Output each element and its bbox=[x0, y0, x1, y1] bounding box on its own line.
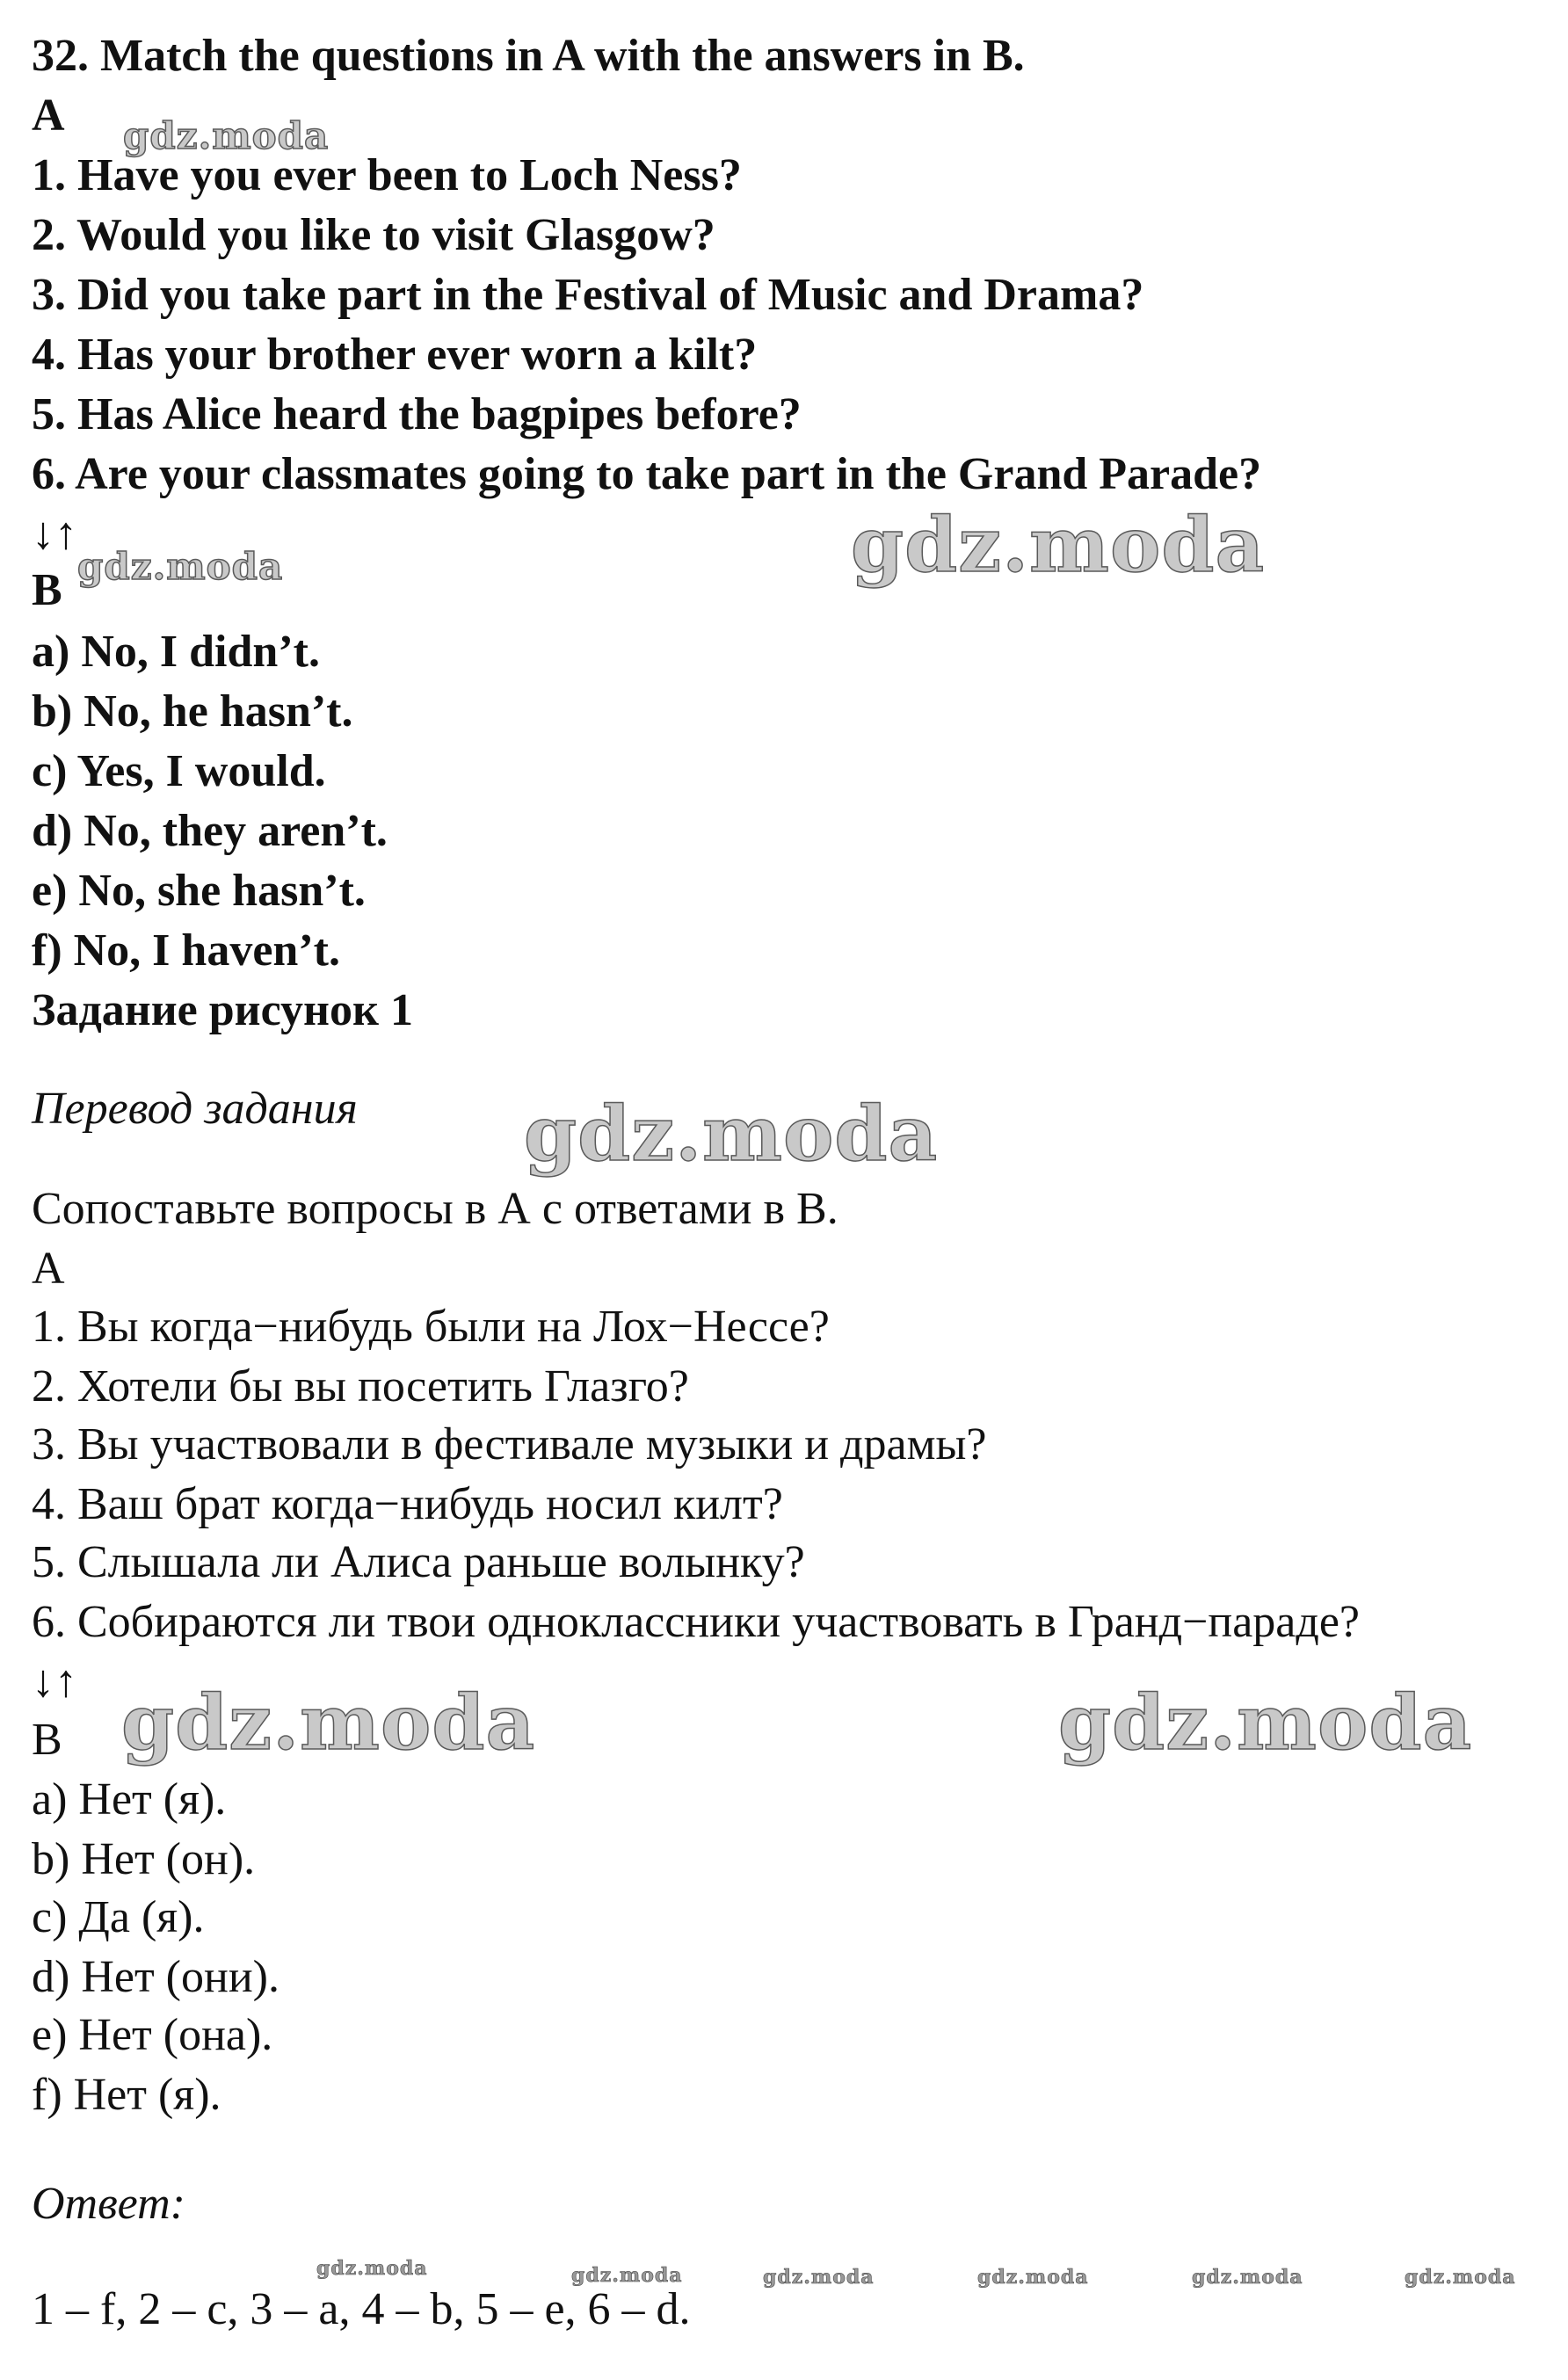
translation-answer-f: f) Нет (я). bbox=[32, 2070, 221, 2120]
answer-heading: Ответ: bbox=[32, 2179, 185, 2229]
answer-d: d) No, they aren’t. bbox=[32, 806, 388, 856]
answer-f: f) No, I haven’t. bbox=[32, 925, 340, 976]
translation-question-3: 3. Вы участвовали в фестивале музыки и драмы? bbox=[32, 1419, 987, 1469]
translation-answer-b: b) Нет (он). bbox=[32, 1834, 256, 1884]
watermark: gdz.moda bbox=[121, 1679, 536, 1767]
question-3: 3. Did you take part in the Festival of Music and Drama? bbox=[32, 270, 1144, 320]
question-1: 1. Have you ever been to Loch Ness? bbox=[32, 150, 742, 200]
question-5: 5. Has Alice heard the bagpipes before? bbox=[32, 389, 802, 439]
translation-column-b: В bbox=[32, 1715, 62, 1765]
translation-answer-e: e) Нет (она). bbox=[32, 2010, 273, 2060]
translation-answer-c: c) Да (я). bbox=[32, 1892, 205, 1942]
watermark: gdz.moda bbox=[763, 2266, 875, 2289]
match-arrows: ↓↑ bbox=[32, 509, 77, 559]
watermark: gdz.moda bbox=[123, 114, 330, 157]
translation-answer-d: d) Нет (они). bbox=[32, 1952, 279, 2002]
translation-answer-a: a) Нет (я). bbox=[32, 1774, 227, 1825]
question-6: 6. Are your classmates going to take part in the Grand Parade? bbox=[32, 449, 1262, 499]
translation-heading: Перевод задания bbox=[32, 1084, 358, 1134]
watermark: gdz.moda bbox=[851, 501, 1266, 590]
watermark: gdz.moda bbox=[524, 1090, 939, 1179]
answer-e: e) No, she hasn’t. bbox=[32, 866, 366, 916]
watermark: gdz.moda bbox=[977, 2266, 1089, 2289]
translation-question-2: 2. Хотели бы вы посетить Глазго? bbox=[32, 1361, 689, 1411]
watermark: gdz.moda bbox=[1405, 2266, 1516, 2289]
task-title: 32. Match the questions in A with the answers in B. bbox=[32, 31, 1025, 81]
answer-c: c) Yes, I would. bbox=[32, 746, 326, 796]
column-a-label: A bbox=[32, 91, 65, 141]
answer-text: 1 – f, 2 – c, 3 – a, 4 – b, 5 – e, 6 – d. bbox=[32, 2284, 691, 2334]
column-b-label: B bbox=[32, 565, 62, 615]
translation-question-1: 1. Вы когда−нибудь были на Лох−Нессе? bbox=[32, 1302, 830, 1352]
answer-b: b) No, he hasn’t. bbox=[32, 686, 353, 736]
watermark: gdz.moda bbox=[77, 545, 284, 588]
translation-question-4: 4. Ваш брат когда−нибудь носил килт? bbox=[32, 1479, 783, 1529]
question-4: 4. Has your brother ever worn a kilt? bbox=[32, 330, 758, 380]
watermark: gdz.moda bbox=[316, 2257, 428, 2280]
translation-intro: Сопоставьте вопросы в А с ответами в В. bbox=[32, 1184, 838, 1234]
translation-question-6: 6. Собираются ли твои одноклассники участвовать в Гранд−параде? bbox=[32, 1597, 1360, 1647]
picture-label: Задание рисунок 1 bbox=[32, 985, 413, 1035]
translation-arrows: ↓↑ bbox=[32, 1657, 77, 1707]
watermark: gdz.moda bbox=[571, 2264, 683, 2287]
watermark: gdz.moda bbox=[1058, 1679, 1473, 1767]
translation-question-5: 5. Слышала ли Алиса раньше волынку? bbox=[32, 1537, 805, 1587]
question-2: 2. Would you like to visit Glasgow? bbox=[32, 210, 715, 260]
translation-column-a: А bbox=[32, 1244, 65, 1294]
watermark: gdz.moda bbox=[1192, 2266, 1303, 2289]
answer-a: a) No, I didn’t. bbox=[32, 627, 320, 677]
